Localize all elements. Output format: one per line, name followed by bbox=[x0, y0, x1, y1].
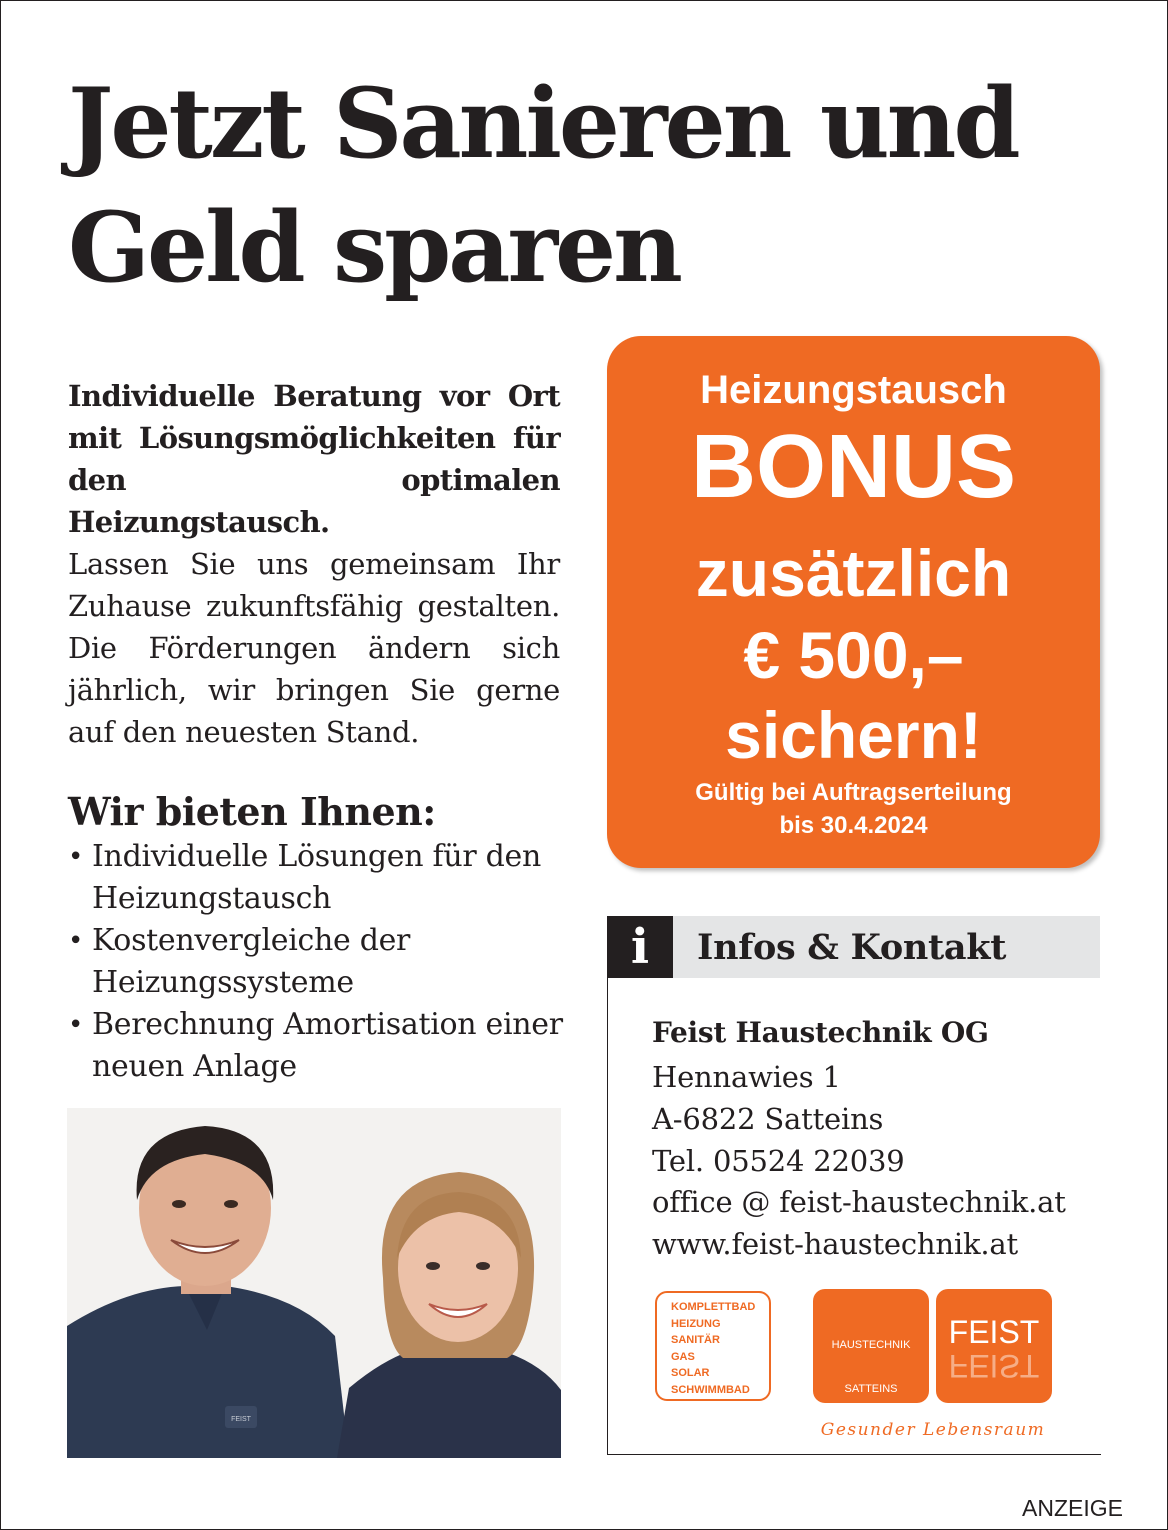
offer-item: • Individuelle Lösungen für den Heizungstausch bbox=[68, 836, 568, 920]
bonus-amount: € 500,– bbox=[743, 618, 964, 692]
logo-haustechnik: HAUSTECHNIK bbox=[831, 1339, 911, 1351]
service-item: SCHWIMMBAD bbox=[671, 1383, 750, 1396]
logo-slogan: Gesunder Lebensraum bbox=[820, 1420, 1046, 1440]
offer-item: • Berechnung Amortisation einer neuen Anlage bbox=[68, 1004, 568, 1088]
body-text: Lassen Sie uns gemeinsam Ihr Zuhause zukunftsfähig gestalten. Die Förderungen ändern sich jährlich, wir bringen Sie gerne auf den neuesten Stand. bbox=[68, 547, 560, 749]
offer-title: Wir bieten Ihnen: bbox=[68, 789, 436, 834]
bonus-validity: Gültig bei Auftragserteilung bbox=[695, 779, 1012, 806]
haustechnik-logo-tile bbox=[813, 1289, 929, 1403]
bonus-line-5: sichern! bbox=[725, 698, 982, 772]
info-title: Infos & Kontakt bbox=[697, 927, 1007, 968]
service-item: KOMPLETTBAD bbox=[671, 1301, 756, 1313]
headline bbox=[68, 62, 1018, 310]
service-item: SANITÄR bbox=[671, 1334, 720, 1346]
logo-brand-reflection: FEIST bbox=[948, 1348, 1040, 1384]
headline-line-2: Geld sparen bbox=[68, 191, 680, 304]
website: www.feist-haustechnik.at bbox=[652, 1227, 1018, 1261]
company-name: Feist Haustechnik OG bbox=[652, 1016, 989, 1049]
logo-satteins: SATTEINS bbox=[844, 1383, 898, 1395]
feist-logo-tile bbox=[936, 1289, 1052, 1403]
street: Hennawies 1 bbox=[652, 1060, 841, 1094]
email: office @ feist-haustechnik.at bbox=[652, 1185, 1066, 1219]
contact-box bbox=[607, 978, 1101, 1455]
offer-list bbox=[68, 836, 568, 1088]
jacket-logo: FEIST bbox=[231, 1416, 251, 1423]
intro-text: Individuelle Beratung vor Ort mit Lösungsmöglichkeiten für den optimalen Heizungstausch. bbox=[68, 379, 560, 539]
service-item: GAS bbox=[671, 1350, 695, 1363]
headline-line-1: Jetzt Sanieren und bbox=[68, 67, 1018, 180]
bonus-box bbox=[607, 336, 1100, 868]
service-item: HEIZUNG bbox=[671, 1317, 721, 1330]
team-photo-illustration bbox=[67, 1108, 561, 1458]
bonus-line-2: BONUS bbox=[690, 417, 1017, 517]
team-photo bbox=[67, 1108, 561, 1458]
bonus-line-3: zusätzlich bbox=[695, 536, 1012, 610]
ad-label: ANZEIGE bbox=[1022, 1495, 1123, 1521]
services-logo bbox=[655, 1291, 771, 1401]
city: A-6822 Satteins bbox=[652, 1102, 884, 1136]
logo-brand: FEIST bbox=[948, 1314, 1040, 1350]
offer-item: • Kostenvergleiche der Heizungssysteme bbox=[68, 920, 568, 1004]
service-item: SOLAR bbox=[671, 1367, 710, 1379]
info-icon: i bbox=[607, 916, 673, 978]
bonus-line-1: Heizungstausch bbox=[700, 368, 1007, 412]
bonus-deadline: bis 30.4.2024 bbox=[779, 812, 928, 839]
phone: Tel. 05524 22039 bbox=[652, 1144, 905, 1178]
info-header bbox=[607, 916, 1100, 978]
